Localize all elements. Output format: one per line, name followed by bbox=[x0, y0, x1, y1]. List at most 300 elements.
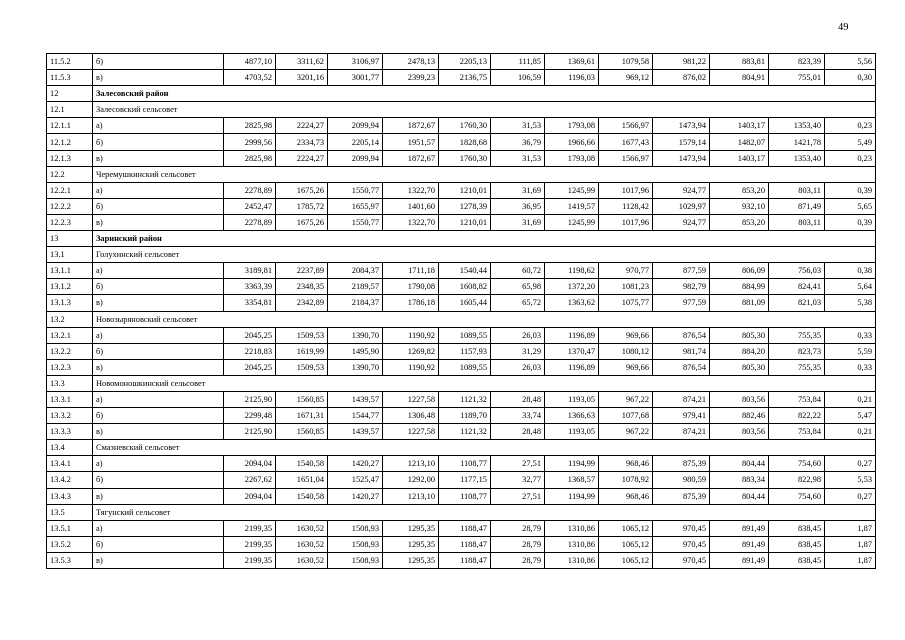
value-cell: 803,11 bbox=[769, 214, 825, 230]
row-number-cell: 13.1.3 bbox=[47, 295, 93, 311]
value-cell: 2267,62 bbox=[224, 472, 276, 488]
district-header-row bbox=[47, 231, 876, 247]
value-cell: 2189,57 bbox=[328, 279, 383, 295]
value-cell: 804,44 bbox=[710, 456, 769, 472]
value-cell: 1509,53 bbox=[276, 359, 328, 375]
value-cell: 2205,14 bbox=[328, 134, 383, 150]
value-cell: 874,21 bbox=[653, 424, 710, 440]
row-number-cell: 13.5.3 bbox=[47, 552, 93, 568]
value-cell: 0,30 bbox=[825, 70, 876, 86]
value-cell: 1495,90 bbox=[328, 343, 383, 359]
value-cell: 754,60 bbox=[769, 488, 825, 504]
value-cell: 1292,00 bbox=[383, 472, 439, 488]
value-cell: 5,59 bbox=[825, 343, 876, 359]
table-row bbox=[47, 536, 876, 552]
value-cell: 1121,32 bbox=[439, 391, 491, 407]
value-cell: 805,30 bbox=[710, 327, 769, 343]
value-cell: 1473,94 bbox=[653, 150, 710, 166]
value-cell: 1089,55 bbox=[439, 327, 491, 343]
value-cell: 970,77 bbox=[599, 263, 653, 279]
row-number-cell: 12.2 bbox=[47, 166, 93, 182]
row-number-cell: 13.1.2 bbox=[47, 279, 93, 295]
value-cell: 1295,35 bbox=[383, 536, 439, 552]
value-cell: 32,77 bbox=[491, 472, 545, 488]
value-cell: 806,09 bbox=[710, 263, 769, 279]
value-cell: 2224,27 bbox=[276, 150, 328, 166]
value-cell: 970,45 bbox=[653, 536, 710, 552]
table-row bbox=[47, 279, 876, 295]
value-cell: 1619,99 bbox=[276, 343, 328, 359]
value-cell: 1077,68 bbox=[599, 408, 653, 424]
value-cell: 1550,77 bbox=[328, 214, 383, 230]
value-cell: 1366,63 bbox=[545, 408, 599, 424]
value-cell: 2199,35 bbox=[224, 520, 276, 536]
value-cell: 2278,89 bbox=[224, 182, 276, 198]
table-row bbox=[47, 327, 876, 343]
value-cell: 1128,42 bbox=[599, 198, 653, 214]
value-cell: 1793,08 bbox=[545, 150, 599, 166]
value-cell: 877,59 bbox=[653, 263, 710, 279]
table-row bbox=[47, 118, 876, 134]
value-cell: 884,99 bbox=[710, 279, 769, 295]
value-cell: 932,10 bbox=[710, 198, 769, 214]
value-cell: 1785,72 bbox=[276, 198, 328, 214]
value-cell: 1269,82 bbox=[383, 343, 439, 359]
page-number: 49 bbox=[838, 22, 849, 33]
value-cell: 1420,27 bbox=[328, 456, 383, 472]
value-cell: 65,72 bbox=[491, 295, 545, 311]
settlement-header-row bbox=[47, 102, 876, 118]
value-cell: 31,53 bbox=[491, 150, 545, 166]
value-cell: 1566,97 bbox=[599, 150, 653, 166]
value-cell: 1065,12 bbox=[599, 520, 653, 536]
value-cell: 804,44 bbox=[710, 488, 769, 504]
value-cell: 853,20 bbox=[710, 182, 769, 198]
value-cell: 2278,89 bbox=[224, 214, 276, 230]
value-cell: 1196,03 bbox=[545, 70, 599, 86]
value-cell: 924,77 bbox=[653, 182, 710, 198]
value-cell: 3189,81 bbox=[224, 263, 276, 279]
row-number-cell: 13.5 bbox=[47, 504, 93, 520]
row-number-cell: 13.4.2 bbox=[47, 472, 93, 488]
tariff-table bbox=[46, 53, 876, 569]
value-cell: 33,74 bbox=[491, 408, 545, 424]
value-cell: 891,49 bbox=[710, 536, 769, 552]
value-cell: 1188,47 bbox=[439, 536, 491, 552]
value-cell: 821,03 bbox=[769, 295, 825, 311]
variant-cell: а) bbox=[93, 182, 224, 198]
value-cell: 1322,70 bbox=[383, 182, 439, 198]
value-cell: 2125,90 bbox=[224, 391, 276, 407]
value-cell: 1196,89 bbox=[545, 327, 599, 343]
variant-cell: б) bbox=[93, 536, 224, 552]
value-cell: 2045,25 bbox=[224, 327, 276, 343]
value-cell: 1193,05 bbox=[545, 424, 599, 440]
value-cell: 1295,35 bbox=[383, 520, 439, 536]
table-row bbox=[47, 263, 876, 279]
value-cell: 28,48 bbox=[491, 424, 545, 440]
value-cell: 31,69 bbox=[491, 182, 545, 198]
value-cell: 2999,56 bbox=[224, 134, 276, 150]
variant-cell: в) bbox=[93, 150, 224, 166]
settlement-header-row bbox=[47, 375, 876, 391]
value-cell: 1760,30 bbox=[439, 150, 491, 166]
row-number-cell: 13.5.1 bbox=[47, 520, 93, 536]
value-cell: 5,49 bbox=[825, 134, 876, 150]
value-cell: 2099,94 bbox=[328, 150, 383, 166]
row-number-cell: 13.4.1 bbox=[47, 456, 93, 472]
value-cell: 31,69 bbox=[491, 214, 545, 230]
value-cell: 2199,35 bbox=[224, 536, 276, 552]
value-cell: 1675,26 bbox=[276, 182, 328, 198]
row-number-cell: 13.2.3 bbox=[47, 359, 93, 375]
value-cell: 2184,37 bbox=[328, 295, 383, 311]
value-cell: 982,79 bbox=[653, 279, 710, 295]
table-row bbox=[47, 359, 876, 375]
value-cell: 1579,14 bbox=[653, 134, 710, 150]
value-cell: 1540,58 bbox=[276, 488, 328, 504]
value-cell: 980,59 bbox=[653, 472, 710, 488]
value-cell: 1630,52 bbox=[276, 536, 328, 552]
value-cell: 1295,35 bbox=[383, 552, 439, 568]
value-cell: 1227,58 bbox=[383, 424, 439, 440]
value-cell: 803,11 bbox=[769, 182, 825, 198]
value-cell: 1080,12 bbox=[599, 343, 653, 359]
value-cell: 0,27 bbox=[825, 456, 876, 472]
value-cell: 1966,66 bbox=[545, 134, 599, 150]
value-cell: 27,51 bbox=[491, 456, 545, 472]
row-number-cell: 12.1.2 bbox=[47, 134, 93, 150]
value-cell: 0,39 bbox=[825, 214, 876, 230]
row-number-cell: 13.1 bbox=[47, 247, 93, 263]
value-cell: 803,56 bbox=[710, 391, 769, 407]
value-cell: 2224,27 bbox=[276, 118, 328, 134]
value-cell: 1245,99 bbox=[545, 182, 599, 198]
value-cell: 1213,10 bbox=[383, 488, 439, 504]
value-cell: 2299,48 bbox=[224, 408, 276, 424]
value-cell: 1322,70 bbox=[383, 214, 439, 230]
value-cell: 2205,13 bbox=[439, 54, 491, 70]
value-cell: 1078,92 bbox=[599, 472, 653, 488]
value-cell: 1828,68 bbox=[439, 134, 491, 150]
value-cell: 891,49 bbox=[710, 552, 769, 568]
value-cell: 1401,60 bbox=[383, 198, 439, 214]
value-cell: 1605,44 bbox=[439, 295, 491, 311]
variant-cell: б) bbox=[93, 198, 224, 214]
value-cell: 1540,58 bbox=[276, 456, 328, 472]
value-cell: 967,22 bbox=[599, 424, 653, 440]
row-number-cell: 12.1.3 bbox=[47, 150, 93, 166]
row-number-cell: 12 bbox=[47, 86, 93, 102]
value-cell: 1372,20 bbox=[545, 279, 599, 295]
value-cell: 28,79 bbox=[491, 520, 545, 536]
value-cell: 1353,40 bbox=[769, 150, 825, 166]
value-cell: 1509,53 bbox=[276, 327, 328, 343]
value-cell: 1245,99 bbox=[545, 214, 599, 230]
value-cell: 1194,99 bbox=[545, 456, 599, 472]
settlement-name: Залесовский сельсовет bbox=[93, 102, 876, 118]
value-cell: 1630,52 bbox=[276, 552, 328, 568]
table-row bbox=[47, 134, 876, 150]
value-cell: 876,54 bbox=[653, 359, 710, 375]
row-number-cell: 13.3.1 bbox=[47, 391, 93, 407]
value-cell: 1550,77 bbox=[328, 182, 383, 198]
variant-cell: а) bbox=[93, 327, 224, 343]
value-cell: 967,22 bbox=[599, 391, 653, 407]
variant-cell: а) bbox=[93, 391, 224, 407]
value-cell: 1540,44 bbox=[439, 263, 491, 279]
value-cell: 1790,08 bbox=[383, 279, 439, 295]
variant-cell: в) bbox=[93, 359, 224, 375]
value-cell: 0,39 bbox=[825, 182, 876, 198]
table-row bbox=[47, 552, 876, 568]
value-cell: 5,64 bbox=[825, 279, 876, 295]
value-cell: 1193,05 bbox=[545, 391, 599, 407]
value-cell: 1390,70 bbox=[328, 327, 383, 343]
value-cell: 924,77 bbox=[653, 214, 710, 230]
value-cell: 1157,93 bbox=[439, 343, 491, 359]
value-cell: 1363,62 bbox=[545, 295, 599, 311]
value-cell: 822,98 bbox=[769, 472, 825, 488]
value-cell: 2218,83 bbox=[224, 343, 276, 359]
value-cell: 2334,73 bbox=[276, 134, 328, 150]
value-cell: 1608,82 bbox=[439, 279, 491, 295]
value-cell: 1872,67 bbox=[383, 118, 439, 134]
row-number-cell: 13.4.3 bbox=[47, 488, 93, 504]
value-cell: 106,59 bbox=[491, 70, 545, 86]
settlement-header-row bbox=[47, 311, 876, 327]
value-cell: 981,74 bbox=[653, 343, 710, 359]
table-row bbox=[47, 214, 876, 230]
value-cell: 28,79 bbox=[491, 552, 545, 568]
value-cell: 1306,48 bbox=[383, 408, 439, 424]
value-cell: 838,45 bbox=[769, 520, 825, 536]
variant-cell: в) bbox=[93, 214, 224, 230]
value-cell: 968,46 bbox=[599, 456, 653, 472]
value-cell: 823,39 bbox=[769, 54, 825, 70]
row-number-cell: 13.3 bbox=[47, 375, 93, 391]
value-cell: 1017,96 bbox=[599, 214, 653, 230]
value-cell: 969,12 bbox=[599, 70, 653, 86]
value-cell: 1108,77 bbox=[439, 456, 491, 472]
variant-cell: а) bbox=[93, 456, 224, 472]
table-row bbox=[47, 456, 876, 472]
value-cell: 1121,32 bbox=[439, 424, 491, 440]
value-cell: 1677,43 bbox=[599, 134, 653, 150]
value-cell: 0,23 bbox=[825, 118, 876, 134]
value-cell: 3354,81 bbox=[224, 295, 276, 311]
row-number-cell: 13.2 bbox=[47, 311, 93, 327]
table-body bbox=[47, 54, 876, 569]
value-cell: 36,79 bbox=[491, 134, 545, 150]
value-cell: 804,91 bbox=[710, 70, 769, 86]
settlement-name: Новомоношкинский сельсовет bbox=[93, 375, 876, 391]
variant-cell: а) bbox=[93, 520, 224, 536]
value-cell: 876,02 bbox=[653, 70, 710, 86]
variant-cell: б) bbox=[93, 279, 224, 295]
settlement-header-row bbox=[47, 504, 876, 520]
value-cell: 1525,47 bbox=[328, 472, 383, 488]
value-cell: 753,84 bbox=[769, 391, 825, 407]
value-cell: 1278,39 bbox=[439, 198, 491, 214]
value-cell: 805,30 bbox=[710, 359, 769, 375]
value-cell: 1190,92 bbox=[383, 327, 439, 343]
value-cell: 5,38 bbox=[825, 295, 876, 311]
value-cell: 1198,62 bbox=[545, 263, 599, 279]
table-row bbox=[47, 182, 876, 198]
value-cell: 1675,26 bbox=[276, 214, 328, 230]
row-number-cell: 13.3.3 bbox=[47, 424, 93, 440]
value-cell: 1872,67 bbox=[383, 150, 439, 166]
variant-cell: в) bbox=[93, 552, 224, 568]
value-cell: 1194,99 bbox=[545, 488, 599, 504]
value-cell: 883,81 bbox=[710, 54, 769, 70]
value-cell: 2199,35 bbox=[224, 552, 276, 568]
value-cell: 823,73 bbox=[769, 343, 825, 359]
value-cell: 2045,25 bbox=[224, 359, 276, 375]
table-row bbox=[47, 424, 876, 440]
value-cell: 0,23 bbox=[825, 150, 876, 166]
value-cell: 755,01 bbox=[769, 70, 825, 86]
value-cell: 2136,75 bbox=[439, 70, 491, 86]
value-cell: 1711,18 bbox=[383, 263, 439, 279]
value-cell: 871,49 bbox=[769, 198, 825, 214]
value-cell: 1403,17 bbox=[710, 150, 769, 166]
value-cell: 1508,93 bbox=[328, 520, 383, 536]
value-cell: 1108,77 bbox=[439, 488, 491, 504]
variant-cell: в) bbox=[93, 424, 224, 440]
value-cell: 883,34 bbox=[710, 472, 769, 488]
table-row bbox=[47, 70, 876, 86]
row-number-cell: 12.2.3 bbox=[47, 214, 93, 230]
value-cell: 1544,77 bbox=[328, 408, 383, 424]
table-row bbox=[47, 343, 876, 359]
value-cell: 2084,37 bbox=[328, 263, 383, 279]
value-cell: 970,45 bbox=[653, 520, 710, 536]
value-cell: 65,98 bbox=[491, 279, 545, 295]
value-cell: 1196,89 bbox=[545, 359, 599, 375]
value-cell: 0,38 bbox=[825, 263, 876, 279]
value-cell: 1420,27 bbox=[328, 488, 383, 504]
value-cell: 1353,40 bbox=[769, 118, 825, 134]
variant-cell: б) bbox=[93, 343, 224, 359]
value-cell: 977,59 bbox=[653, 295, 710, 311]
value-cell: 0,27 bbox=[825, 488, 876, 504]
value-cell: 838,45 bbox=[769, 552, 825, 568]
variant-cell: в) bbox=[93, 295, 224, 311]
value-cell: 1951,57 bbox=[383, 134, 439, 150]
table-row bbox=[47, 520, 876, 536]
value-cell: 1189,70 bbox=[439, 408, 491, 424]
value-cell: 875,39 bbox=[653, 456, 710, 472]
value-cell: 1403,17 bbox=[710, 118, 769, 134]
value-cell: 1065,12 bbox=[599, 552, 653, 568]
value-cell: 1029,97 bbox=[653, 198, 710, 214]
row-number-cell: 13.1.1 bbox=[47, 263, 93, 279]
value-cell: 3001,77 bbox=[328, 70, 383, 86]
table-row bbox=[47, 150, 876, 166]
row-number-cell: 13 bbox=[47, 231, 93, 247]
value-cell: 822,22 bbox=[769, 408, 825, 424]
district-header-row bbox=[47, 86, 876, 102]
value-cell: 1081,23 bbox=[599, 279, 653, 295]
value-cell: 2342,89 bbox=[276, 295, 328, 311]
value-cell: 0,21 bbox=[825, 391, 876, 407]
value-cell: 0,33 bbox=[825, 327, 876, 343]
row-number-cell: 12.2.2 bbox=[47, 198, 93, 214]
value-cell: 1439,57 bbox=[328, 391, 383, 407]
value-cell: 1017,96 bbox=[599, 182, 653, 198]
value-cell: 2452,47 bbox=[224, 198, 276, 214]
value-cell: 5,56 bbox=[825, 54, 876, 70]
value-cell: 28,79 bbox=[491, 536, 545, 552]
value-cell: 3201,16 bbox=[276, 70, 328, 86]
value-cell: 2399,23 bbox=[383, 70, 439, 86]
value-cell: 1508,93 bbox=[328, 536, 383, 552]
value-cell: 1227,58 bbox=[383, 391, 439, 407]
value-cell: 1786,18 bbox=[383, 295, 439, 311]
value-cell: 1210,01 bbox=[439, 182, 491, 198]
row-number-cell: 12.2.1 bbox=[47, 182, 93, 198]
value-cell: 1369,61 bbox=[545, 54, 599, 70]
variant-cell: б) bbox=[93, 54, 224, 70]
row-number-cell: 13.2.1 bbox=[47, 327, 93, 343]
value-cell: 853,20 bbox=[710, 214, 769, 230]
value-cell: 884,20 bbox=[710, 343, 769, 359]
value-cell: 36,95 bbox=[491, 198, 545, 214]
row-number-cell: 12.1.1 bbox=[47, 118, 93, 134]
variant-cell: в) bbox=[93, 70, 224, 86]
row-number-cell: 13.3.2 bbox=[47, 408, 93, 424]
value-cell: 882,46 bbox=[710, 408, 769, 424]
settlement-header-row bbox=[47, 440, 876, 456]
table-row bbox=[47, 54, 876, 70]
value-cell: 803,56 bbox=[710, 424, 769, 440]
variant-cell: а) bbox=[93, 263, 224, 279]
table-row bbox=[47, 408, 876, 424]
value-cell: 1421,78 bbox=[769, 134, 825, 150]
variant-cell: б) bbox=[93, 408, 224, 424]
value-cell: 2094,04 bbox=[224, 456, 276, 472]
value-cell: 3311,62 bbox=[276, 54, 328, 70]
value-cell: 1560,85 bbox=[276, 424, 328, 440]
value-cell: 0,33 bbox=[825, 359, 876, 375]
value-cell: 5,47 bbox=[825, 408, 876, 424]
value-cell: 31,29 bbox=[491, 343, 545, 359]
table-row bbox=[47, 472, 876, 488]
table-row bbox=[47, 391, 876, 407]
value-cell: 1190,92 bbox=[383, 359, 439, 375]
value-cell: 1566,97 bbox=[599, 118, 653, 134]
value-cell: 1188,47 bbox=[439, 520, 491, 536]
value-cell: 3106,97 bbox=[328, 54, 383, 70]
value-cell: 1793,08 bbox=[545, 118, 599, 134]
settlement-name: Тягунский сельсовет bbox=[93, 504, 876, 520]
table-row bbox=[47, 295, 876, 311]
value-cell: 1,87 bbox=[825, 552, 876, 568]
value-cell: 874,21 bbox=[653, 391, 710, 407]
value-cell: 881,09 bbox=[710, 295, 769, 311]
value-cell: 2125,90 bbox=[224, 424, 276, 440]
value-cell: 1560,85 bbox=[276, 391, 328, 407]
value-cell: 968,46 bbox=[599, 488, 653, 504]
value-cell: 2237,89 bbox=[276, 263, 328, 279]
value-cell: 981,22 bbox=[653, 54, 710, 70]
value-cell: 1310,86 bbox=[545, 520, 599, 536]
value-cell: 970,45 bbox=[653, 552, 710, 568]
value-cell: 1065,12 bbox=[599, 536, 653, 552]
value-cell: 1310,86 bbox=[545, 552, 599, 568]
